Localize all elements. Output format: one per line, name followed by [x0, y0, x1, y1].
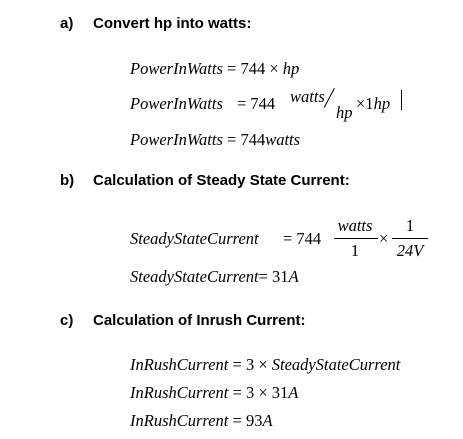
section-a-title: Convert hp into watts:: [93, 15, 252, 32]
eq-c2: [130, 383, 298, 403]
eq-a2-tail: [356, 94, 390, 114]
section-a-letter: a): [60, 15, 74, 32]
eq-c3: [130, 411, 273, 431]
eq-c1-lhs: InRushCurrent: [130, 355, 229, 374]
eq-b1-eq: = 744: [283, 229, 322, 248]
eq-a3-lhs: PowerInWatts: [130, 130, 223, 149]
eq-a2-slash: [324, 88, 335, 108]
section-c-title: Calculation of Inrush Current:: [93, 312, 306, 329]
eq-b1-num2: 1: [405, 216, 415, 235]
eq-c2-rhs: = 3 × 31: [232, 383, 289, 402]
eq-a1-lhs: PowerInWatts: [130, 59, 223, 78]
eq-c1: [130, 355, 400, 375]
eq-a3-unit: watts: [265, 130, 301, 149]
eq-c2-unit: A: [288, 383, 299, 402]
eq-b2: [130, 267, 299, 287]
eq-c3-lhs: InRushCurrent: [130, 411, 229, 430]
section-c-heading: [60, 312, 306, 329]
section-b-letter: b): [60, 172, 75, 189]
eq-b1-fracbar2: [392, 238, 428, 239]
eq-c2-lhs: InRushCurrent: [130, 383, 229, 402]
eq-b1-times: ×: [379, 229, 389, 248]
eq-a3-rhs: = 744: [227, 130, 266, 149]
eq-c3-rhs: = 93: [232, 411, 263, 430]
eq-b1-num1: watts: [337, 216, 373, 235]
eq-b2-unit: A: [288, 267, 299, 286]
eq-a1: [130, 59, 299, 79]
eq-b1-fracbar1: [334, 238, 378, 239]
section-b-title: Calculation of Steady State Current:: [93, 172, 350, 189]
eq-b1-lhs: SteadyStateCurrent: [130, 229, 259, 248]
eq-a2-rhs: = 744: [237, 94, 276, 113]
eq-a2-tail-unit: hp: [373, 94, 391, 113]
eq-c1-tail: SteadyStateCurrent: [271, 355, 401, 374]
eq-a1-rhs: = 744 ×: [227, 59, 283, 78]
section-b-heading: [60, 172, 350, 189]
text-cursor: [401, 90, 402, 110]
eq-a2-tail-text: ×1: [356, 94, 374, 113]
section-c-letter: c): [60, 312, 74, 329]
eq-a2-lhs: PowerInWatts: [130, 94, 223, 113]
eq-b1-den2: 24V: [396, 241, 424, 260]
eq-b2-lhs: SteadyStateCurrent: [130, 267, 259, 286]
eq-a1-unit: hp: [282, 59, 300, 78]
eq-b1-den1: 1: [350, 241, 360, 260]
eq-b2-rhs: = 31: [258, 267, 289, 286]
section-a-heading: [60, 15, 251, 32]
eq-c1-rhs: = 3 ×: [232, 355, 272, 374]
eq-a3: [130, 130, 300, 150]
eq-a2-num: watts: [290, 87, 325, 106]
eq-c3-unit: A: [262, 411, 273, 430]
eq-a2-den: hp: [336, 103, 353, 122]
